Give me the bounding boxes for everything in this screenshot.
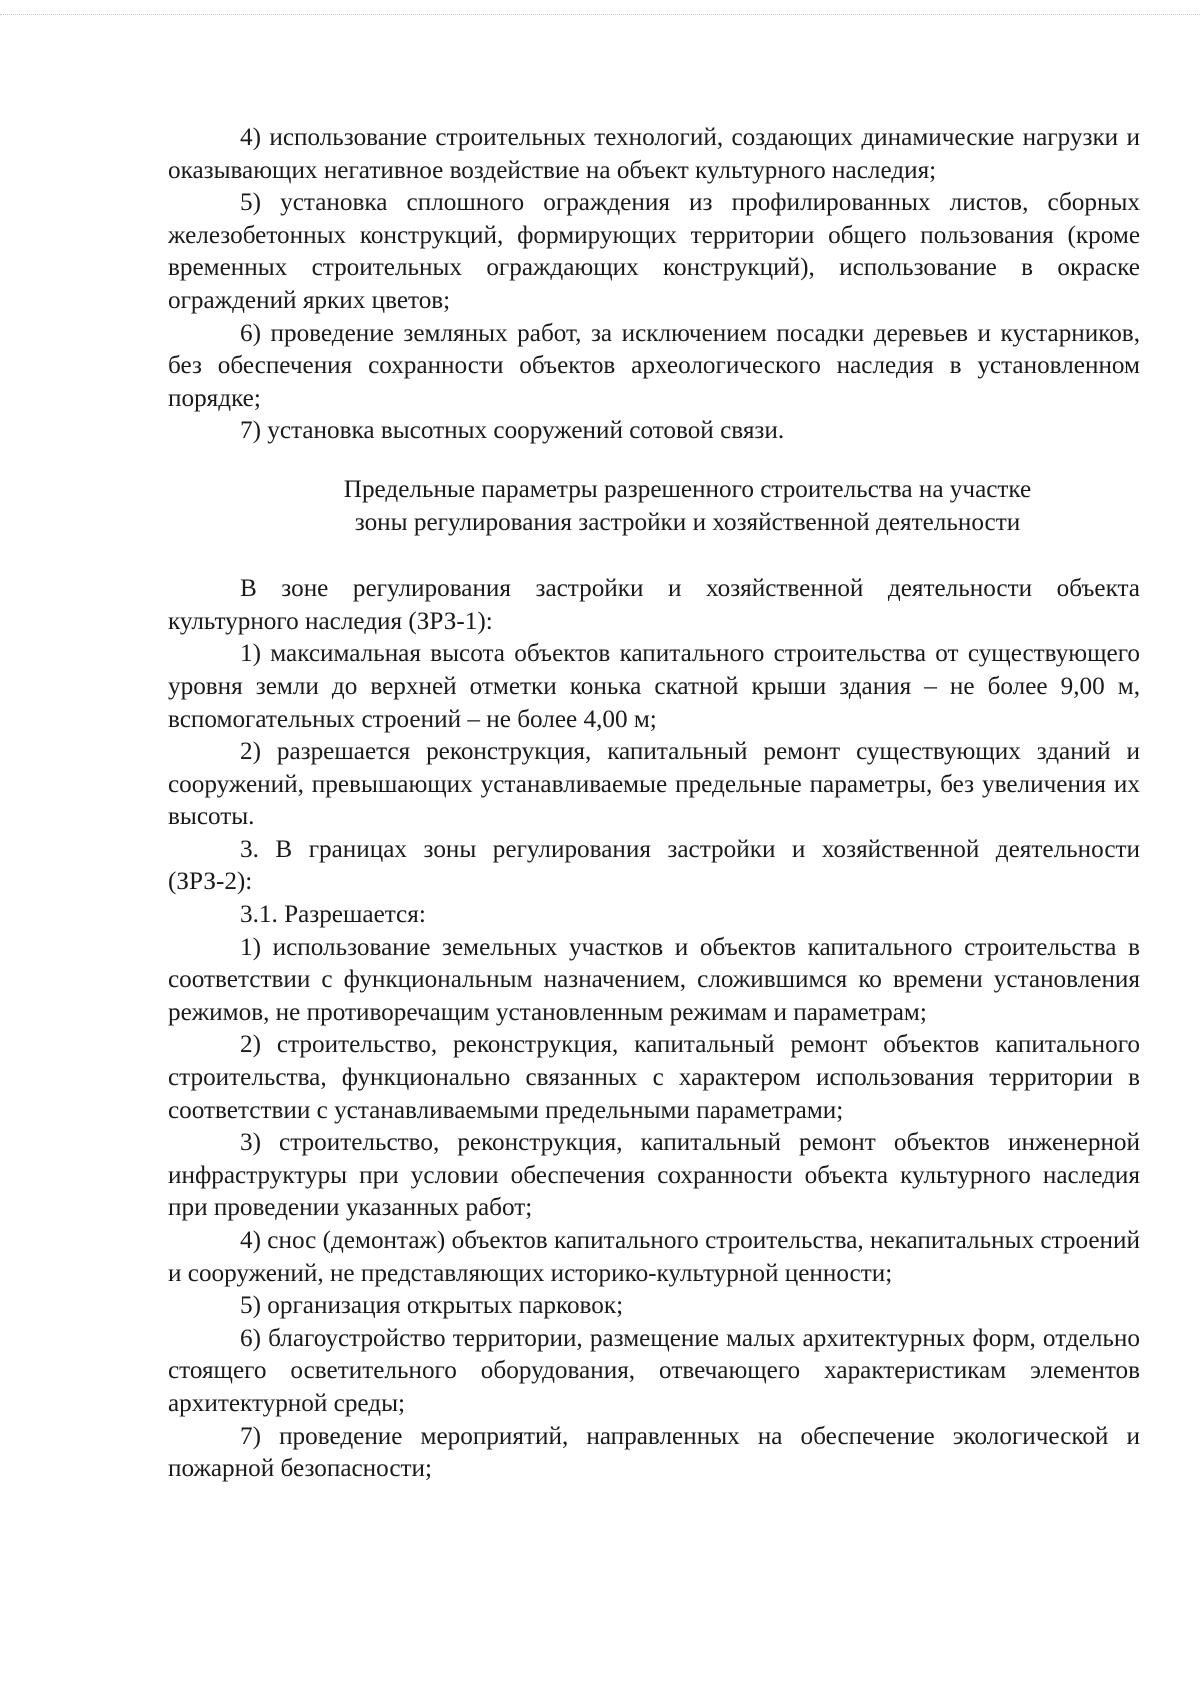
zrz1-intro: В зоне регулирования застройки и хозяйственной деятельности объекта культурного наследия (ЗРЗ-1): [168, 575, 1140, 635]
zrz2-item-2-construction: 2) строительство, реконструкция, капитальный ремонт объектов капитального строительства, функционально связанных с характером использования территории в соответствии с устанавливаемыми предельными параметрами; [168, 1031, 1140, 1124]
zrz2-item-5-parking: 5) организация открытых парковок; [240, 1292, 624, 1320]
zrz2-item-6-landscaping: 6) благоустройство территории, размещение малых архитектурных форм, отдельно стоящего осветительного оборудования, отвечающего характеристикам элементов архитектурной среды; [168, 1324, 1140, 1417]
zrz2-item-3-infrastructure: 3) строительство, реконструкция, капитальный ремонт объектов инженерной инфраструктуры при условии обеспечения сохранности объекта культурного наследия при проведении указанных работ; [168, 1129, 1140, 1222]
list-item-4-dynamic-loads: 4) использование строительных технологий, создающих динамические нагрузки и оказывающих негативное воздействие на объект культурного наследия; [168, 124, 1140, 184]
list-item-5-solid-fence: 5) установка сплошного ограждения из профилированных листов, сборных железобетонных конструкций, формирующих территории общего пользования (кроме временных строительных ограждающих конструкций), использование в окраске ограждений ярких цветов; [168, 189, 1140, 314]
section-heading-line-1: Предельные параметры разрешенного строительства на участке [343, 475, 1032, 503]
zrz2-item-1-land-use: 1) использование земельных участков и объектов капитального строительства в соответствии с функциональным назначением, сложившимся ко времени установления режимов, не противоречащим установленным режимам и параметрам; [168, 933, 1140, 1026]
section-heading-line-2: зоны регулирования застройки и хозяйственной деятельности [354, 508, 1021, 536]
list-item-7-cell-towers: 7) установка высотных сооружений сотовой связи. [240, 417, 785, 445]
scan-top-edge [0, 14, 1200, 15]
document-page [168, 122, 1140, 1486]
zrz1-item-2-reconstruction: 2) разрешается реконструкция, капитальный ремонт существующих зданий и сооружений, превышающих устанавливаемые предельные параметры, без увеличения их высоты. [168, 738, 1140, 831]
list-item-6-earthworks: 6) проведение земляных работ, за исключением посадки деревьев и кустарников, без обеспечения сохранности объектов археологического наследия в установленном порядке; [168, 319, 1140, 412]
section-3-1-allowed: 3.1. Разрешается: [240, 901, 426, 929]
zrz2-item-7-safety: 7) проведение мероприятий, направленных на обеспечение экологической и пожарной безопасности; [168, 1422, 1140, 1483]
zrz1-item-1-max-height: 1) максимальная высота объектов капитального строительства от существующего уровня земли до верхней отметки конька скатной крыши здания – не более 9,00 м, вспомогательных строений – не более 4,00 м; [168, 640, 1140, 733]
zrz2-item-4-demolition: 4) снос (демонтаж) объектов капитального строительства, некапитальных строений и сооружений, не представляющих историко-культурной ценности; [168, 1227, 1140, 1287]
section-3-zrz2: 3. В границах зоны регулирования застройки и хозяйственной деятельности (ЗРЗ-2): [168, 835, 1140, 896]
section-heading [168, 474, 1140, 539]
